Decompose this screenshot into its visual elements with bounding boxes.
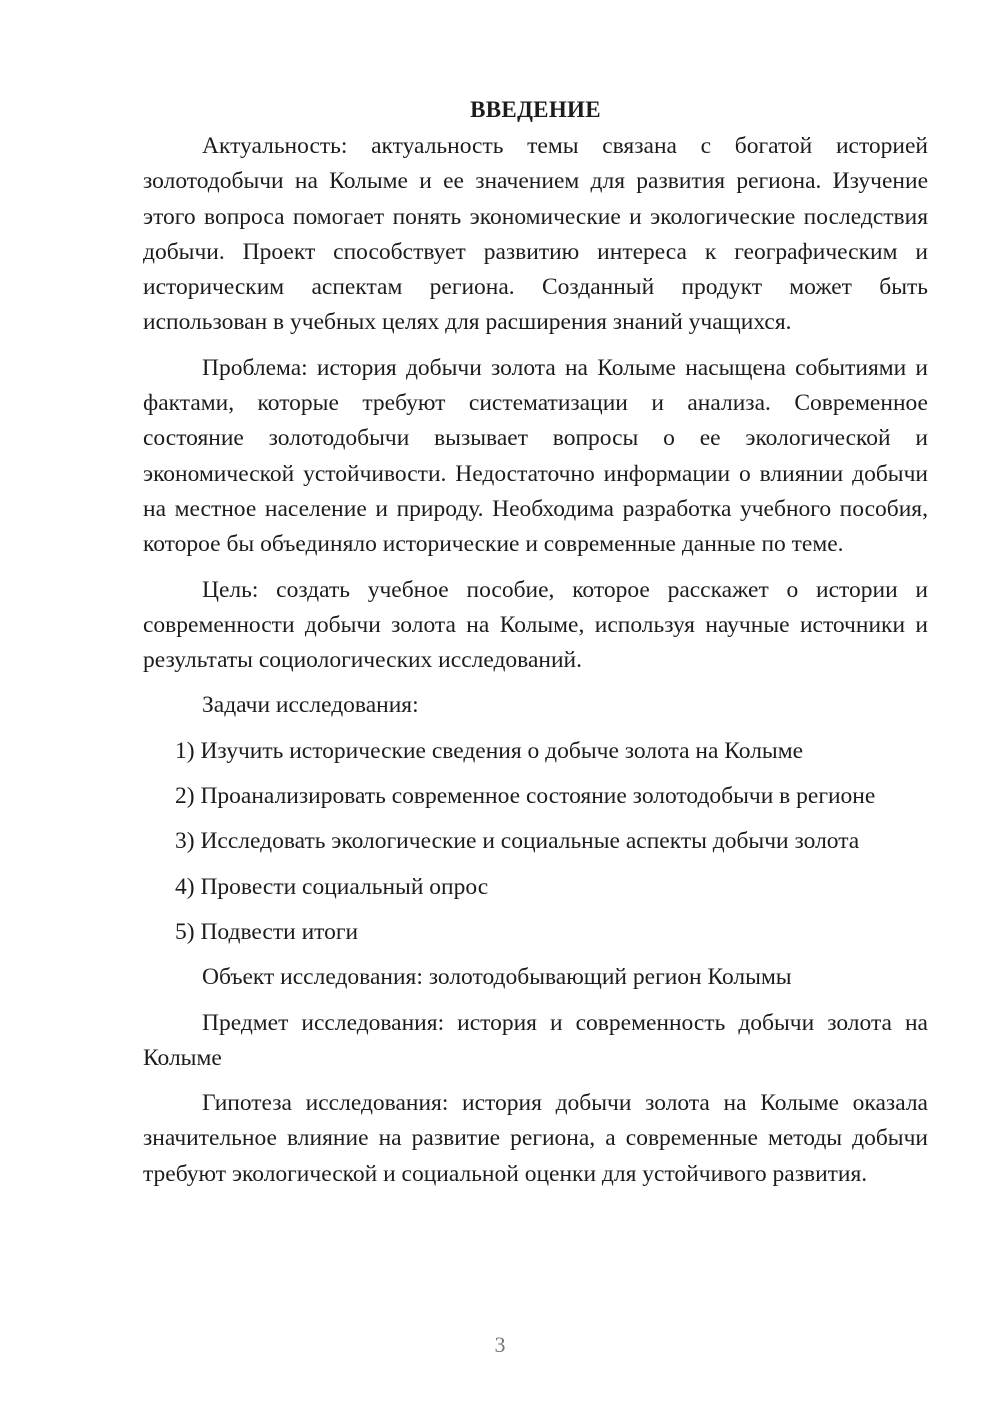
section-title: ВВЕДЕНИЕ <box>470 97 601 122</box>
page-content <box>143 92 928 1202</box>
problem-paragraph: Проблема: история добычи золота на Колыме насыщена событиями и фактами, которые требуют систематизации и анализа. Современное состояние золотодобычи вызывает вопросы о ее экологической и экономической устойчивости. Недостаточно информации о влиянии добычи на местное население и природу. Необходима разработка учебного пособия, которое бы объединяло исторические и современные данные по теме. <box>143 354 928 558</box>
tasks-heading: Задачи исследования: <box>202 692 419 719</box>
hypothesis-paragraph: Гипотеза исследования: история добычи золота на Колыме оказала значительное влияние на развитие региона, а современные методы добычи требуют экологической и социальной оценки для устойчивого развития. <box>143 1090 928 1187</box>
relevance-paragraph: Актуальность: актуальность темы связана с богатой историей золотодобычи на Колыме и ее значением для развития региона. Изучение этого вопроса помогает понять экономические и экологические последствия добычи. Проект способствует развитию интереса к географическим и историческим аспектам региона. Созданный продукт может быть использован в учебных целях для расширения знаний учащихся. <box>143 133 928 336</box>
list-item: 5) Подвести итоги <box>175 918 359 945</box>
list-item: 3) Исследовать экологические и социальные аспекты добычи золота <box>175 828 860 855</box>
list-item: 1) Изучить исторические сведения о добыче золота на Колыме <box>175 737 804 764</box>
list-item: 4) Провести социальный опрос <box>175 873 489 900</box>
tasks-list <box>143 734 928 950</box>
list-item: 2) Проанализировать современное состояние золотодобычи в регионе <box>175 783 876 810</box>
goal-paragraph: Цель: создать учебное пособие, которое расскажет о истории и современности добычи золота на Колыме, используя научные источники и результаты социологических исследований. <box>143 576 928 674</box>
object-paragraph: Объект исследования: золотодобывающий регион Колымы <box>202 964 792 991</box>
page-number: 3 <box>494 1332 506 1357</box>
subject-paragraph: Предмет исследования: история и современность добычи золота на Колыме <box>143 1009 928 1071</box>
